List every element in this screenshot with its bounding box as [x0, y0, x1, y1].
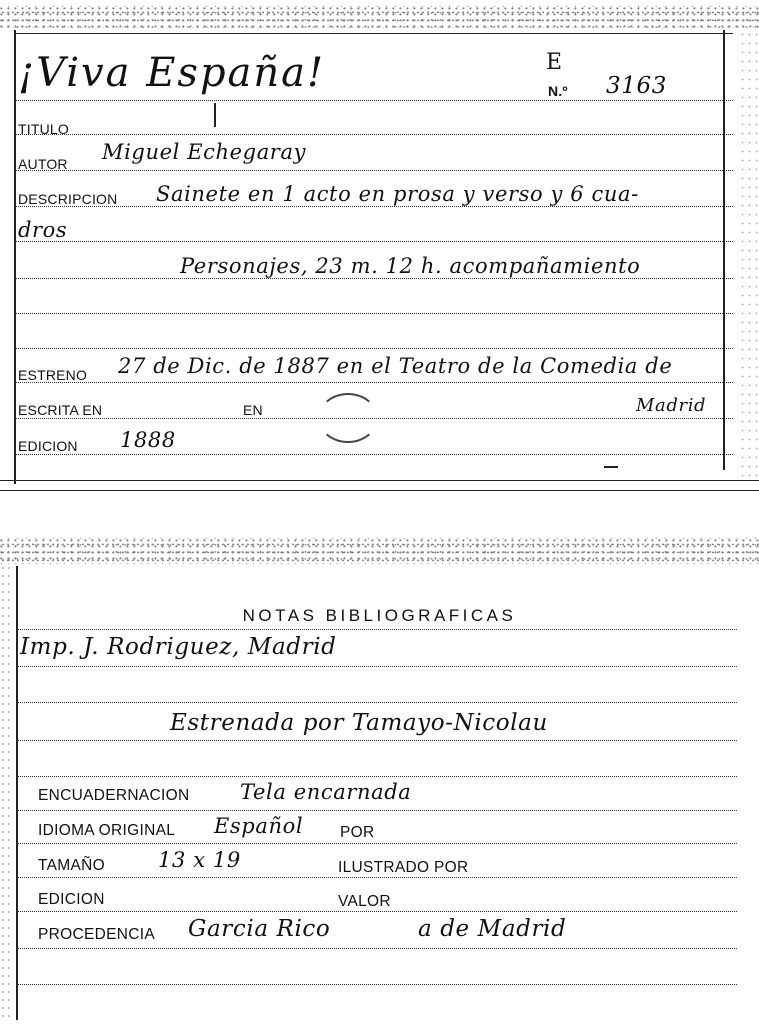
ruled-line — [16, 702, 737, 703]
ruled-line — [16, 877, 737, 878]
tamano-value: 13 x 19 — [158, 848, 241, 872]
escrita-en-label: ESCRITA EN — [18, 402, 103, 418]
estreno-label: ESTRENO — [18, 367, 88, 383]
ruled-line — [16, 666, 737, 667]
ruled-line — [14, 241, 733, 242]
ruled-line — [14, 100, 733, 101]
ruled-line — [14, 278, 733, 279]
card-left-border — [14, 30, 16, 484]
edicion-value: 1888 — [120, 428, 176, 452]
valor-label: VALOR — [338, 893, 391, 910]
ruled-line — [16, 911, 737, 912]
catalog-number: 3163 — [606, 73, 667, 99]
edicion-label: EDICION — [18, 438, 78, 454]
nota-estreno: Estrenada por Tamayo-Nicolau — [170, 710, 548, 736]
ilustrado-por-label: ILUSTRADO POR — [338, 859, 469, 876]
titulo-label: TITULO — [18, 121, 69, 137]
pen-mark — [604, 466, 618, 468]
ruled-line — [14, 170, 733, 171]
catalog-card-top — [0, 0, 759, 500]
ruled-line — [16, 984, 737, 985]
ruled-line — [14, 134, 733, 135]
edicion-label: EDICION — [38, 891, 105, 908]
ruled-line — [14, 348, 733, 349]
card-edge-speckle — [0, 538, 759, 564]
descripcion-label: DESCRIPCION — [18, 191, 118, 207]
ruled-line — [16, 843, 737, 844]
encuadernacion-value: Tela encarnada — [240, 780, 412, 804]
procedencia-label: PROCEDENCIA — [38, 926, 155, 943]
catalog-letter: E — [546, 50, 563, 75]
ruled-line — [16, 948, 737, 949]
personajes-value: Personajes, 23 m. 12 h. acompañamiento — [180, 254, 641, 278]
idioma-original-label: IDIOMA ORIGINAL — [38, 822, 176, 839]
nota-imprenta: Imp. J. Rodriguez, Madrid — [20, 634, 337, 660]
estreno-value: 27 de Dic. de 1887 en el Teatro de la Comedia de — [118, 354, 673, 378]
ruled-line — [14, 313, 733, 314]
descripcion-value-cont: dros — [18, 218, 68, 242]
encuadernacion-label: ENCUADERNACION — [38, 787, 190, 804]
ruled-line — [14, 382, 733, 383]
card-right-border — [723, 30, 725, 470]
card-bottom-edge — [0, 490, 759, 491]
number-label: N.º — [548, 83, 568, 99]
ruled-line — [14, 454, 733, 455]
pen-mark — [214, 103, 216, 127]
procedencia-value: Garcia Rico — [188, 916, 331, 942]
procedencia-value-cont: a de Madrid — [418, 916, 567, 942]
por-label: POR — [340, 824, 375, 841]
notas-heading: NOTAS BIBLIOGRAFICAS — [242, 606, 517, 625]
autor-value: Miguel Echegaray — [102, 140, 307, 164]
card-top-border — [14, 33, 733, 34]
ruled-line — [16, 629, 737, 630]
card-left-border — [16, 566, 18, 1020]
card-bottom-edge — [0, 480, 759, 481]
autor-label: AUTOR — [18, 156, 68, 172]
ruled-line — [16, 776, 737, 777]
idioma-original-value: Español — [214, 814, 304, 838]
ruled-line — [16, 740, 737, 741]
ruled-line — [14, 206, 733, 207]
en-label: EN — [243, 402, 263, 418]
ruled-line — [16, 810, 737, 811]
catalog-card-bottom — [0, 536, 759, 1028]
ruled-line — [14, 418, 733, 419]
estreno-place-value: Madrid — [636, 395, 707, 416]
card-edge-speckle — [0, 6, 759, 28]
tamano-label: TAMAÑO — [38, 857, 105, 874]
descripcion-value: Sainete en 1 acto en prosa y verso y 6 cua- — [156, 182, 639, 206]
title-handwritten: ¡Viva España! — [18, 50, 326, 96]
card-edge-shadow — [737, 30, 759, 480]
